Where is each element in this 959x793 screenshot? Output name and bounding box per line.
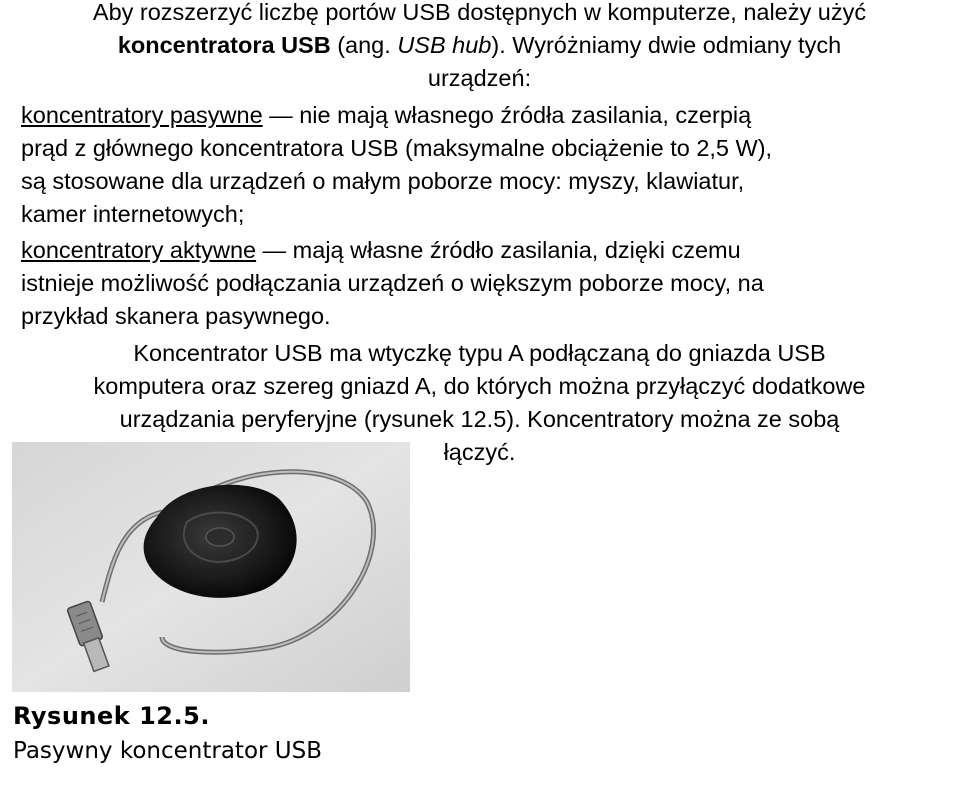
intro-line-3: urządzeń: (427, 65, 532, 91)
passive-line-1 (21, 99, 751, 132)
figure-label: Rysunek 12.5. (13, 702, 210, 730)
passive-line-1-rest: — nie mają własnego źródła zasilania, czerpią (262, 102, 752, 128)
passive-line-3: są stosowane dla urządzeń o małym poborze mocy: myszy, klawiatur, (21, 168, 745, 194)
figure-caption: Pasywny koncentrator USB (13, 738, 322, 764)
passive-line-4: kamer internetowych; (21, 201, 245, 227)
para2-line-1: Koncentrator USB ma wtyczkę typu A podłączaną do gniazda USB (133, 340, 826, 366)
intro-line-1: Aby rozszerzyć liczbę portów USB dostępnych w komputerze, należy użyć (92, 0, 867, 25)
usb-hub-photo (12, 442, 410, 692)
passive-line-2: prąd z głównego koncentratora USB (maksymalne obciążenie to 2,5 W), (21, 135, 773, 161)
intro-line-2-rest: ). Wyróżniamy dwie odmiany tych (491, 32, 842, 58)
active-line-2: istnieje możliwość podłączania urządzeń o większym poborze mocy, na (21, 270, 764, 296)
term-passive-hubs: koncentratory pasywne (21, 102, 263, 128)
active-line-3: przykład skanera pasywnego. (21, 303, 331, 329)
active-line-1 (21, 234, 741, 267)
term-active-hubs: koncentratory aktywne (21, 237, 257, 263)
para2-line-2: komputera oraz szereg gniazd A, do których można przyłączyć dodatkowe (93, 373, 866, 399)
term-usb-hub-en: USB hub (397, 32, 492, 58)
intro-line-2 (0, 29, 959, 62)
ang-prefix: (ang. (330, 32, 398, 58)
para2-line-4: łączyć. (443, 439, 516, 465)
active-line-1-rest: — mają własne źródło zasilania, dzięki czemu (256, 237, 741, 263)
term-usb-hub-pl: koncentratora USB (117, 32, 331, 58)
para2-line-3: urządzania peryferyjne (rysunek 12.5). Koncentratory można ze sobą (119, 406, 840, 432)
